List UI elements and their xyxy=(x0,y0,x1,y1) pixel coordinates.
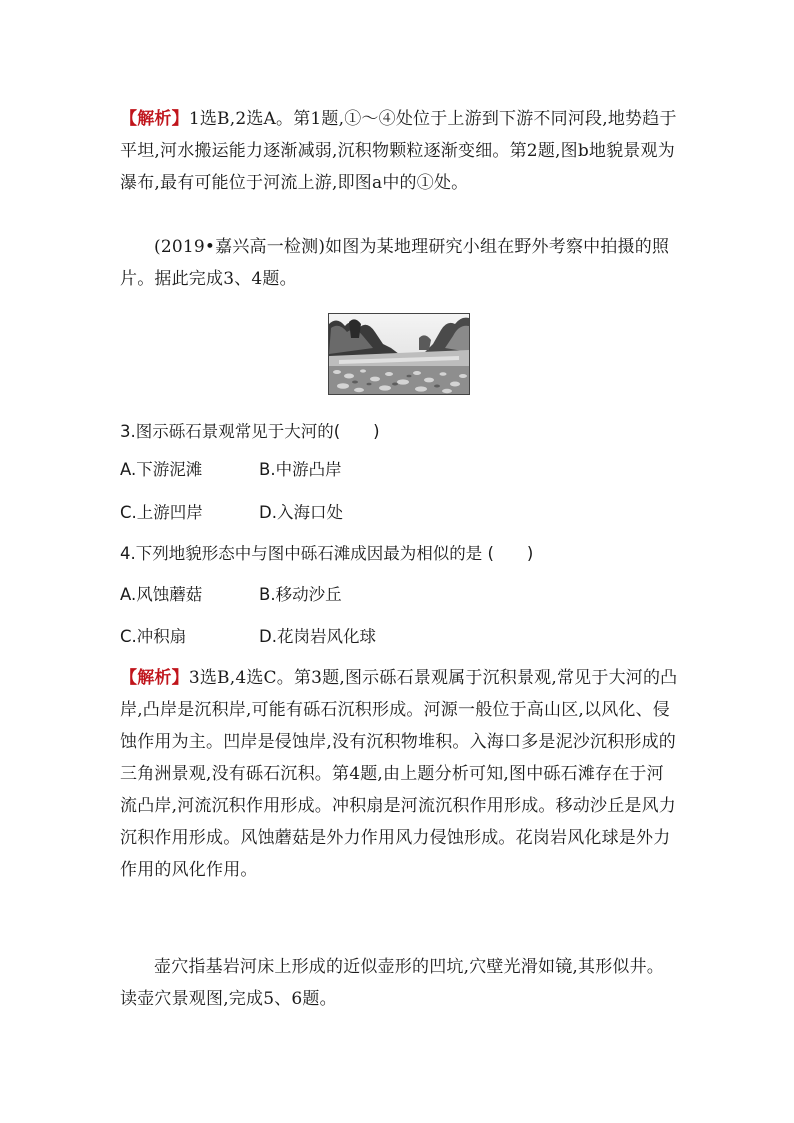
question-intro-5-6: 壶穴指基岩河床上形成的近似壶形的凹坑,穴壁光滑如镜,其形似井。读壶穴景观图,完成5、6题。 xyxy=(120,957,665,1009)
question-3-option-d: D.入海口处 xyxy=(259,503,343,522)
question-3-stem: 3.图示砾石景观常见于大河的( ) xyxy=(120,422,380,441)
question-4-stem: 4.下列地貌形态中与图中砾石滩成因最为相似的是 ( ) xyxy=(120,544,534,563)
question-4-option-d: D.花岗岩风化球 xyxy=(259,627,376,646)
question-4-option-b: B.移动沙丘 xyxy=(259,585,342,604)
question-3-option-a: A.下游泥滩 xyxy=(120,460,203,479)
analysis-tag: 【解析】 xyxy=(120,109,189,129)
analysis-tag: 【解析】 xyxy=(120,668,189,688)
analysis-paragraph-2 xyxy=(120,662,680,886)
analysis-text: 3选B,4选C。第3题,图示砾石景观属于沉积景观,常见于大河的凸岸,凸岸是沉积岸,可能有砾石沉积形成。河源一般位于高山区,以风化、侵蚀作用为主。凹岸是侵蚀岸,没有沉积物堆积。入海口多是泥沙沉积形成的三角洲景观,没有砾石沉积。第4题,由上题分析可知,图中砾石滩存在于河流凸岸,河流沉积作用形成。冲积扇是河流沉积作用形成。移动沙丘是风力沉积作用形成。风蚀蘑菇是外力作用风力侵蚀形成。花岗岩风化球是外力作用的风化作用。 xyxy=(120,668,678,880)
analysis-text: 1选B,2选A。第1题,①～④处位于上游到下游不同河段,地势趋于平坦,河水搬运能力逐渐减弱,沉积物颗粒逐渐变细。第2题,图b地貌景观为瀑布,最有可能位于河流上游,即图a中的①处。 xyxy=(120,109,677,193)
question-3-option-b: B.中游凸岸 xyxy=(259,460,342,479)
question-4-option-c: C.冲积扇 xyxy=(120,627,187,646)
river-gravel-photo xyxy=(328,313,470,395)
question-4-option-a: A.风蚀蘑菇 xyxy=(120,585,203,604)
question-3-option-c: C.上游凹岸 xyxy=(120,503,203,522)
question-intro-3-4: (2019•嘉兴高一检测)如图为某地理研究小组在野外考察中拍摄的照片。据此完成3、4题。 xyxy=(120,237,670,289)
analysis-paragraph-1 xyxy=(120,103,680,199)
photo-image xyxy=(329,314,469,394)
